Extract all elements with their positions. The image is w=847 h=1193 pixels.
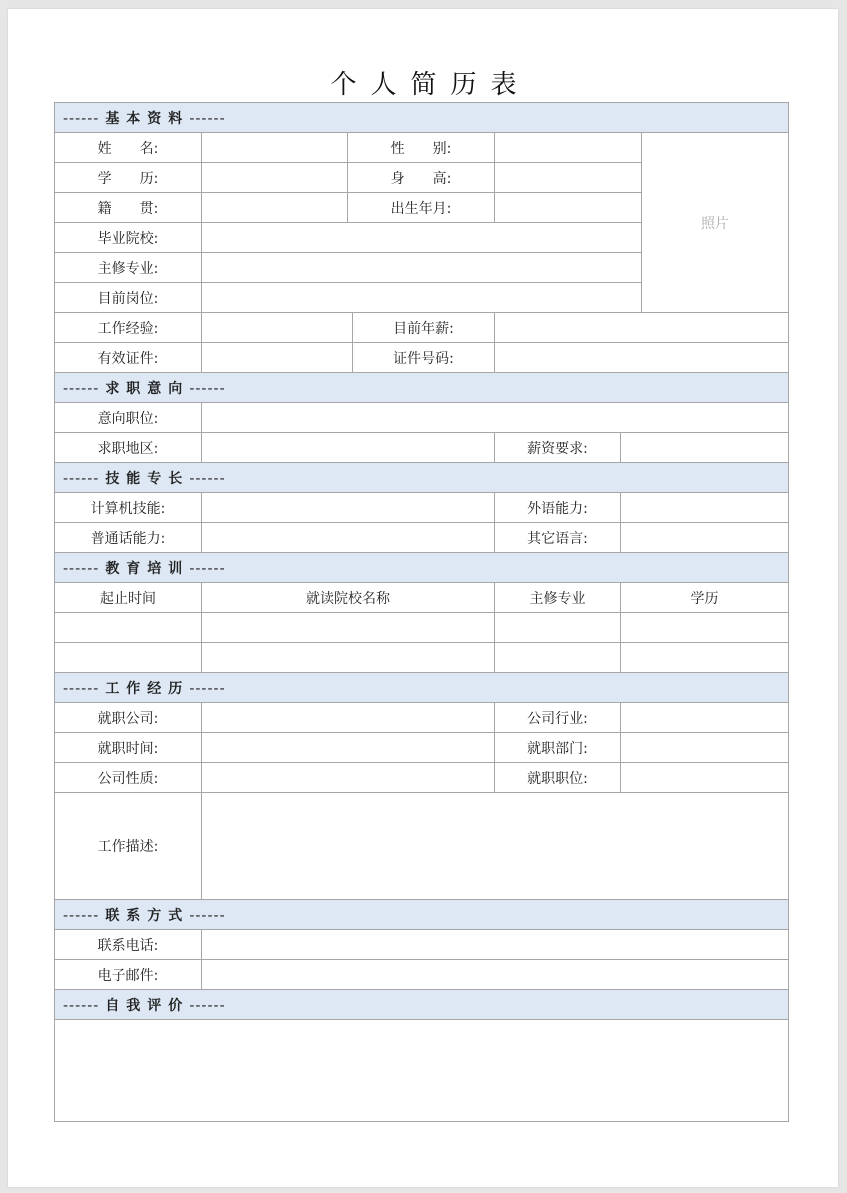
section-self-eval-title: 自我评价 [105,997,190,1014]
section-basic-header: ------ 基本资料------ [55,103,789,133]
edu-header-degree: 学历 [621,583,789,613]
other-language-field[interactable] [621,523,789,553]
gender-label: 性 别: [348,133,495,163]
section-education-title: 教育培训 [105,560,190,577]
computer-skill-label: 计算机技能: [55,493,202,523]
edu-school-field[interactable] [202,643,495,673]
intent-position-field[interactable] [202,403,789,433]
foreign-language-field[interactable] [621,493,789,523]
edu-major-field[interactable] [495,643,621,673]
department-field[interactable] [621,733,789,763]
salary-label: 目前年薪: [353,313,495,343]
job-title-label: 就职职位: [495,763,621,793]
self-eval-field[interactable] [55,1020,789,1122]
foreign-language-label: 外语能力: [495,493,621,523]
edu-school-field[interactable] [202,613,495,643]
section-work-header: ------ 工作经历------ [55,673,789,703]
section-skills-header: ------ 技能专长------ [55,463,789,493]
id-type-field[interactable] [202,343,353,373]
section-contact-header: ------ 联系方式------ [55,900,789,930]
email-label: 电子邮件: [55,960,202,990]
experience-label: 工作经验: [55,313,202,343]
intent-region-label: 求职地区: [55,433,202,463]
id-type-label: 有效证件: [55,343,202,373]
height-label: 身 高: [348,163,495,193]
id-number-label: 证件号码: [353,343,495,373]
gender-field[interactable] [495,133,642,163]
resume-table [54,102,789,1122]
name-label: 姓 名: [55,133,202,163]
degree-field[interactable] [202,163,348,193]
intent-salary-field[interactable] [621,433,789,463]
origin-label: 籍 贯: [55,193,202,223]
email-field[interactable] [202,960,789,990]
major-label: 主修专业: [55,253,202,283]
intent-position-label: 意向职位: [55,403,202,433]
work-time-field[interactable] [202,733,495,763]
company-field[interactable] [202,703,495,733]
major-field[interactable] [202,253,642,283]
phone-field[interactable] [202,930,789,960]
section-self-eval-header: ------ 自我评价------ [55,990,789,1020]
phone-label: 联系电话: [55,930,202,960]
mandarin-field[interactable] [202,523,495,553]
id-number-field[interactable] [495,343,789,373]
edu-degree-field[interactable] [621,613,789,643]
company-nature-field[interactable] [202,763,495,793]
school-field[interactable] [202,223,642,253]
photo-placeholder[interactable]: 照片 [642,133,789,313]
experience-field[interactable] [202,313,353,343]
position-field[interactable] [202,283,642,313]
edu-period-field[interactable] [55,613,202,643]
edu-row [55,643,789,673]
work-time-label: 就职时间: [55,733,202,763]
section-skills-title: 技能专长 [105,470,190,487]
other-language-label: 其它语言: [495,523,621,553]
intent-region-field[interactable] [202,433,495,463]
company-label: 就职公司: [55,703,202,733]
section-work-title: 工作经历 [105,680,190,697]
section-basic-title: 基本资料 [105,110,190,127]
company-nature-label: 公司性质: [55,763,202,793]
job-title-field[interactable] [621,763,789,793]
industry-label: 公司行业: [495,703,621,733]
edu-major-field[interactable] [495,613,621,643]
page-title: 个人简历表 [330,70,531,100]
computer-skill-field[interactable] [202,493,495,523]
salary-field[interactable] [495,313,789,343]
degree-label: 学 历: [55,163,202,193]
edu-header-major: 主修专业 [495,583,621,613]
position-label: 目前岗位: [55,283,202,313]
school-label: 毕业院校: [55,223,202,253]
name-field[interactable] [202,133,348,163]
edu-row [55,613,789,643]
section-contact-title: 联系方式 [105,907,190,924]
section-intent-header: ------ 求职意向------ [55,373,789,403]
edu-header-period: 起止时间 [55,583,202,613]
height-field[interactable] [495,163,642,193]
work-description-field[interactable] [202,793,789,900]
section-intent-title: 求职意向 [105,380,190,397]
section-education-header: ------ 教育培训------ [55,553,789,583]
industry-field[interactable] [621,703,789,733]
edu-period-field[interactable] [55,643,202,673]
work-description-label: 工作描述: [55,793,202,900]
origin-field[interactable] [202,193,348,223]
birth-field[interactable] [495,193,642,223]
intent-salary-label: 薪资要求: [495,433,621,463]
department-label: 就职部门: [495,733,621,763]
birth-label: 出生年月: [348,193,495,223]
edu-degree-field[interactable] [621,643,789,673]
mandarin-label: 普通话能力: [55,523,202,553]
edu-header-school: 就读院校名称 [202,583,495,613]
